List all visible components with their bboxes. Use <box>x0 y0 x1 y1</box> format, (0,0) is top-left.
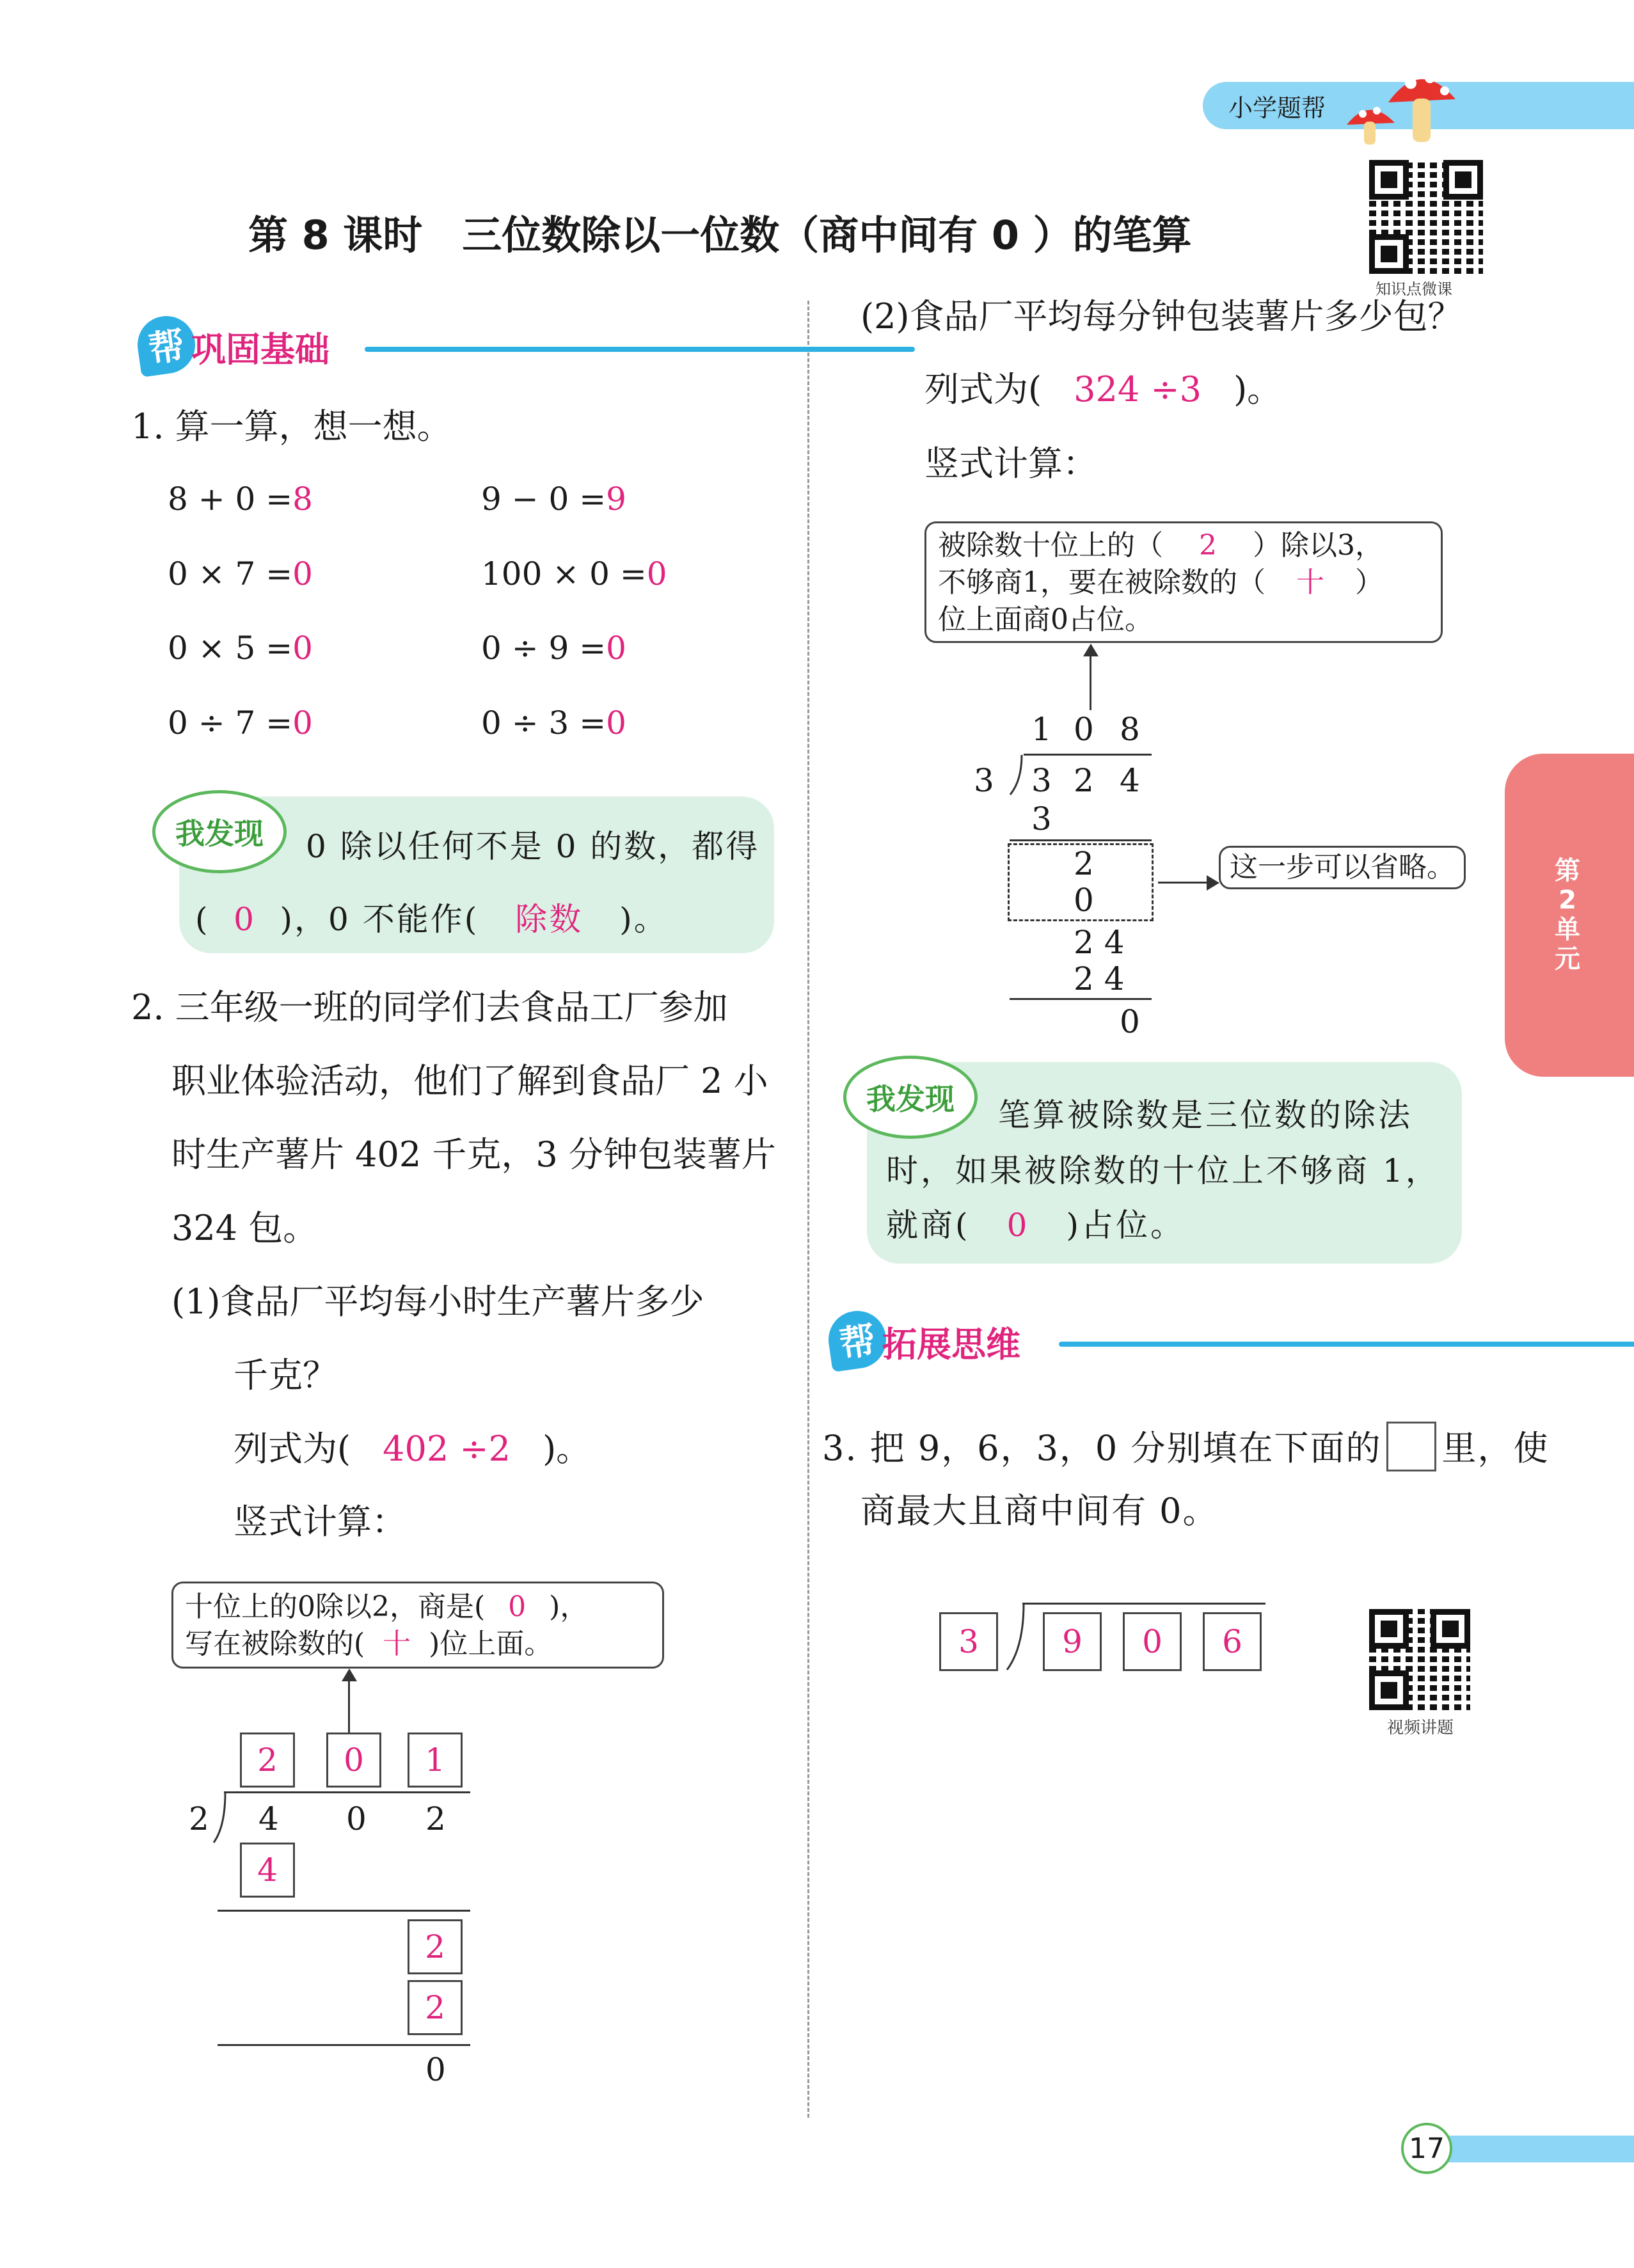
qr-caption: 知识点微课 <box>1376 280 1452 298</box>
q2-p1-formula: 列式为( 402 ÷2 )。 <box>234 1429 591 1469</box>
section-header-basics <box>138 313 777 371</box>
quotient-digit: 8 <box>1120 711 1140 748</box>
dividend-digit: 4 <box>258 1800 279 1837</box>
q3-dividend-box[interactable]: 6 <box>1203 1612 1262 1671</box>
discover-badge-1: 我发现 <box>152 790 287 873</box>
q1-row-4-left: 0 ÷ 7 =0 <box>168 704 313 741</box>
q1-row-3-left: 0 × 5 =0 <box>168 630 313 667</box>
step-value: 2 4 <box>1074 924 1125 961</box>
q2-p2-formula: 列式为( 324 ÷3 )。 <box>924 369 1282 409</box>
page-number: 17 <box>1401 2123 1452 2174</box>
section-badge: 帮 <box>825 1307 890 1372</box>
section-rule <box>365 347 915 352</box>
q2-p2-callout: 被除数十位上的（ 2 ）除以3， 不够商1，要在被除数的（ 十 ） 位上面商0占位。 <box>924 521 1443 643</box>
division-bracket <box>1004 1603 1030 1673</box>
division-bracket <box>1008 754 1031 796</box>
q2-p1-line-1: (1)食品厂平均每小时生产薯片多少 <box>171 1281 704 1322</box>
callout-arrowhead-1 <box>342 1669 357 1681</box>
step-box[interactable]: 2 <box>408 1919 463 1974</box>
quotient-box[interactable]: 1 <box>408 1733 463 1788</box>
step-line <box>1010 839 1152 841</box>
divisor: 3 <box>974 762 994 799</box>
q1-row-2-left: 0 × 7 =0 <box>168 555 313 592</box>
division-bar <box>1024 754 1152 756</box>
dividend-digit: 2 <box>1074 762 1094 799</box>
q3-dividend-box[interactable]: 0 <box>1123 1612 1182 1671</box>
quotient-box[interactable]: 0 <box>326 1733 381 1788</box>
step-value: 2 <box>1074 845 1094 882</box>
q1-prompt: 1. 算一算，想一想。 <box>131 406 452 447</box>
discover-2-line-2: 时，如果被除数的十位上不够商 1， <box>886 1152 1440 1189</box>
q1-row-2-right: 100 × 0 =0 <box>481 555 667 592</box>
quotient-digit: 0 <box>1074 711 1094 748</box>
step-value: 3 <box>1031 800 1052 837</box>
page-number-bar <box>1440 2136 1634 2162</box>
q2-line-2: 职业体验活动，他们了解到食品厂 2 小 <box>171 1061 768 1101</box>
section-rule <box>1059 1342 1634 1347</box>
quotient-box[interactable]: 2 <box>240 1733 295 1788</box>
q2-line-1: 2. 三年级一班的同学们去食品工厂参加 <box>131 987 728 1027</box>
q2-p1-callout: 十位上的0除以2，商是( 0 )， 写在被除数的( 十 )位上面。 <box>171 1582 664 1669</box>
q3-dividend-box[interactable]: 9 <box>1043 1612 1102 1671</box>
qr-caption: 视频讲题 <box>1387 1718 1454 1738</box>
unit-tab-label: 第 2 单 元 <box>1555 856 1580 974</box>
step-line <box>218 2044 470 2046</box>
mushroom-icon <box>1344 58 1465 147</box>
division-bar <box>224 1791 470 1793</box>
q3-line-1: 3. 把 9，6，3，0 分别填在下面的 里，使 <box>822 1422 1549 1471</box>
page-title: 第 8 课时 三位数除以一位数（商中间有 0 ）的笔算 <box>248 212 1192 258</box>
step-line <box>1010 998 1152 1000</box>
q1-row-3-right: 0 ÷ 9 =0 <box>481 630 626 667</box>
qr-code-icon <box>1369 160 1483 274</box>
section-title: 拓展思维 <box>882 1324 1020 1365</box>
q2-line-3: 时生产薯片 402 千克，3 分钟包装薯片 <box>171 1134 776 1175</box>
blank-box-icon <box>1386 1422 1436 1471</box>
dividend-digit: 2 <box>425 1800 446 1837</box>
column-divider <box>807 301 809 2118</box>
discover-badge-2: 我发现 <box>843 1056 978 1139</box>
step-value: 2 4 <box>1074 960 1125 997</box>
section-header-extension <box>829 1308 1468 1366</box>
q1-row-1-left: 8 + 0 =8 <box>168 480 313 518</box>
qr-code-icon <box>1369 1609 1470 1710</box>
q1-row-1-right: 9 − 0 =9 <box>481 480 626 518</box>
discover-1-line-2: ( 0 )，0 不能作( 除数 )。 <box>195 901 668 938</box>
q2-p2-vertical-label: 竖式计算： <box>924 443 1097 484</box>
quotient-digit: 1 <box>1031 711 1052 748</box>
dividend-digit: 0 <box>346 1800 367 1837</box>
callout-arrowhead-2 <box>1083 644 1099 656</box>
division-bracket <box>211 1791 237 1844</box>
section-title: 巩固基础 <box>191 329 329 370</box>
discover-2-line-1: 笔算被除数是三位数的除法 <box>998 1097 1413 1134</box>
discover-1-line-1: 0 除以任何不是 0 的数，都得 <box>306 828 760 865</box>
dividend-digit: 3 <box>1031 762 1052 799</box>
q2-p2-question: (2)食品厂平均每分钟包装薯片多少包？ <box>861 296 1463 337</box>
omit-note: 这一步可以省略。 <box>1219 846 1466 889</box>
remainder: 0 <box>1120 1003 1140 1040</box>
step-line <box>218 1910 470 1912</box>
division-bar <box>1022 1603 1265 1605</box>
omit-arrow <box>1158 882 1209 884</box>
divisor: 2 <box>189 1800 209 1837</box>
q3-divisor-box[interactable]: 3 <box>939 1612 998 1671</box>
q2-line-4: 324 包。 <box>171 1208 318 1248</box>
discover-2-line-3: 就商( 0 )占位。 <box>886 1207 1186 1244</box>
q1-row-4-right: 0 ÷ 3 =0 <box>481 704 626 741</box>
brand-label: 小学题帮 <box>1228 94 1326 122</box>
step-box[interactable]: 4 <box>240 1843 295 1898</box>
omit-arrowhead <box>1207 875 1219 891</box>
unit-side-tab <box>1505 754 1634 1077</box>
q2-p1-line-2: 千克？ <box>234 1355 337 1395</box>
q3-line-2: 商最大且商中间有 0。 <box>861 1491 1219 1531</box>
step-box[interactable]: 2 <box>408 1980 463 2035</box>
remainder: 0 <box>425 2051 446 2088</box>
dividend-digit: 4 <box>1120 762 1140 799</box>
q2-p1-vertical-label: 竖式计算： <box>234 1502 406 1542</box>
section-badge: 帮 <box>134 312 199 377</box>
step-value: 0 <box>1074 882 1094 919</box>
